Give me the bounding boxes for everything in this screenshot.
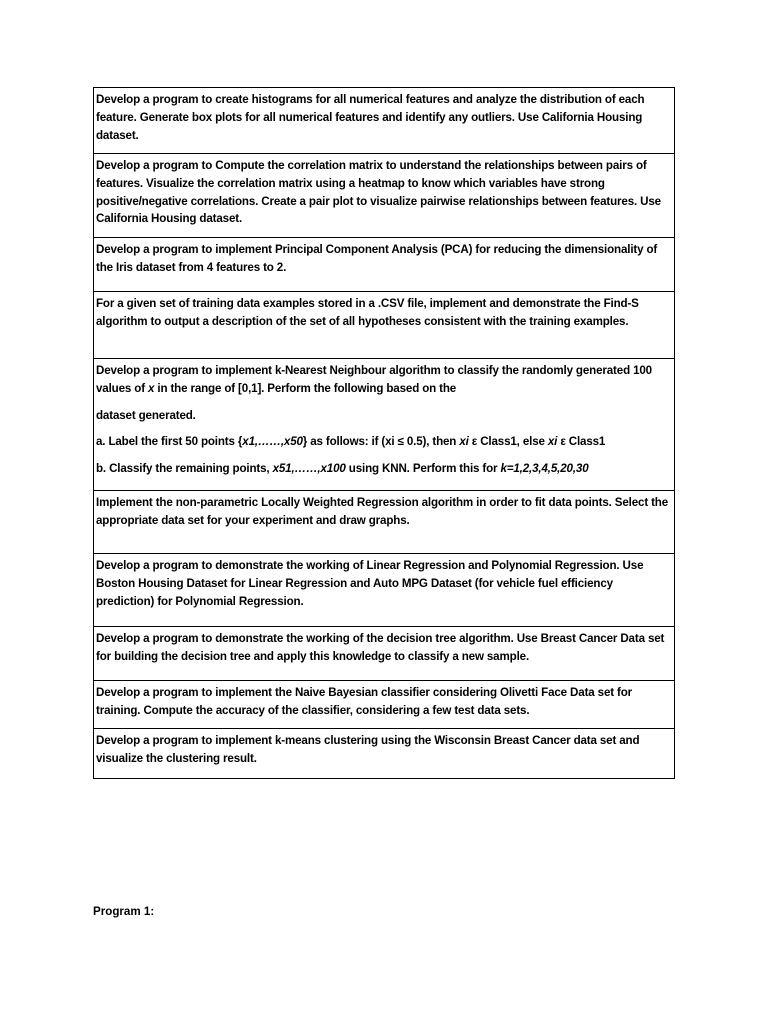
program-description: Develop a program to demonstrate the working of the decision tree algorithm. Use Breast Cancer Data set for building the decision tree and apply this knowledge to classify a new sample. xyxy=(96,632,665,663)
knn-italic-range: x1,……,x50 xyxy=(242,435,303,449)
knn-text: a. Label the first 50 points { xyxy=(96,435,243,449)
section-heading: Program 1: xyxy=(93,905,155,918)
program-description: Develop a program to implement Principal Component Analysis (PCA) for reducing the dimensionality of the Iris dataset from 4 features to 2. xyxy=(96,243,658,274)
knn-italic-xi: xi xyxy=(459,435,469,449)
knn-text: using KNN. Perform this for xyxy=(345,462,501,476)
program-cell-9 xyxy=(94,681,675,729)
program-cell-6 xyxy=(94,491,675,554)
table-row xyxy=(94,681,675,729)
program-description: Develop a program to create histograms for all numerical features and analyze the distribution of each feature. Generate box plots for all numerical features and identify any outliers. Use California Housing dataset. xyxy=(96,93,645,142)
knn-italic-range: x51,……,x100 xyxy=(272,462,346,476)
table-row xyxy=(94,627,675,681)
table-row xyxy=(94,292,675,359)
program-cell-4 xyxy=(94,292,675,359)
knn-text: Develop a program to implement k-Nearest Neighbour algorithm to classify the randomly generated 100 values of xyxy=(96,364,652,395)
knn-text: ε Class1 xyxy=(557,435,606,449)
table-row xyxy=(94,359,675,491)
table-row xyxy=(94,88,675,154)
program-cell-3 xyxy=(94,238,675,292)
knn-text: dataset generated. xyxy=(96,408,196,422)
table-row xyxy=(94,238,675,292)
program-description: For a given set of training data examples stored in a .CSV file, implement and demonstrate the Find-S algorithm to output a description of the set of all hypotheses consistent with the training examples. xyxy=(96,297,639,328)
table-row xyxy=(94,154,675,238)
knn-paragraph-1 xyxy=(96,362,672,398)
program-cell-7 xyxy=(94,554,675,627)
table-row xyxy=(94,554,675,627)
knn-text: in the range of [0,1]. Perform the following based on the xyxy=(154,381,457,395)
knn-italic-xi: xi xyxy=(547,435,558,449)
program-description: Develop a program to demonstrate the working of Linear Regression and Polynomial Regression. Use Boston Housing Dataset for Linear Regression and Auto MPG Dataset (for vehicle fuel efficiency prediction) for Polynomial Regression. xyxy=(96,559,644,608)
knn-italic-x: x xyxy=(147,381,155,395)
program-cell-1 xyxy=(94,88,675,154)
program-description: Implement the non-parametric Locally Weighted Regression algorithm in order to fit data points. Select the appropriate data set for your experiment and draw graphs. xyxy=(96,496,669,527)
program-cell-10 xyxy=(94,729,675,779)
knn-paragraph-2 xyxy=(96,407,672,425)
knn-text: ε Class1, else xyxy=(468,435,548,449)
table-row xyxy=(94,491,675,554)
program-list-table xyxy=(93,87,675,779)
program-description: Develop a program to implement k-means clustering using the Wisconsin Breast Cancer data set and visualize the clustering result. xyxy=(96,734,640,765)
knn-paragraph-3 xyxy=(96,433,672,451)
program-cell-5 xyxy=(94,359,675,491)
knn-text: b. Classify the remaining points, xyxy=(96,462,273,476)
program-description: Develop a program to Compute the correlation matrix to understand the relationships between pairs of features. Visualize the correlation matrix using a heatmap to know which variables have strong positive/negative correlations. Create a pair plot to visualize pairwise relationships between features. Use California Housing dataset. xyxy=(96,159,661,226)
program-description: Develop a program to implement the Naive Bayesian classifier considering Olivetti Face Data set for training. Compute the accuracy of the classifier, considering a few test data sets. xyxy=(96,686,633,717)
knn-paragraph-4 xyxy=(96,460,672,478)
knn-text: } as follows: if (xi ≤ 0.5), then xyxy=(302,435,460,449)
table-row xyxy=(94,729,675,779)
knn-italic-k-values: k=1,2,3,4,5,20,30 xyxy=(500,462,589,476)
program-cell-8 xyxy=(94,627,675,681)
program-cell-2 xyxy=(94,154,675,238)
